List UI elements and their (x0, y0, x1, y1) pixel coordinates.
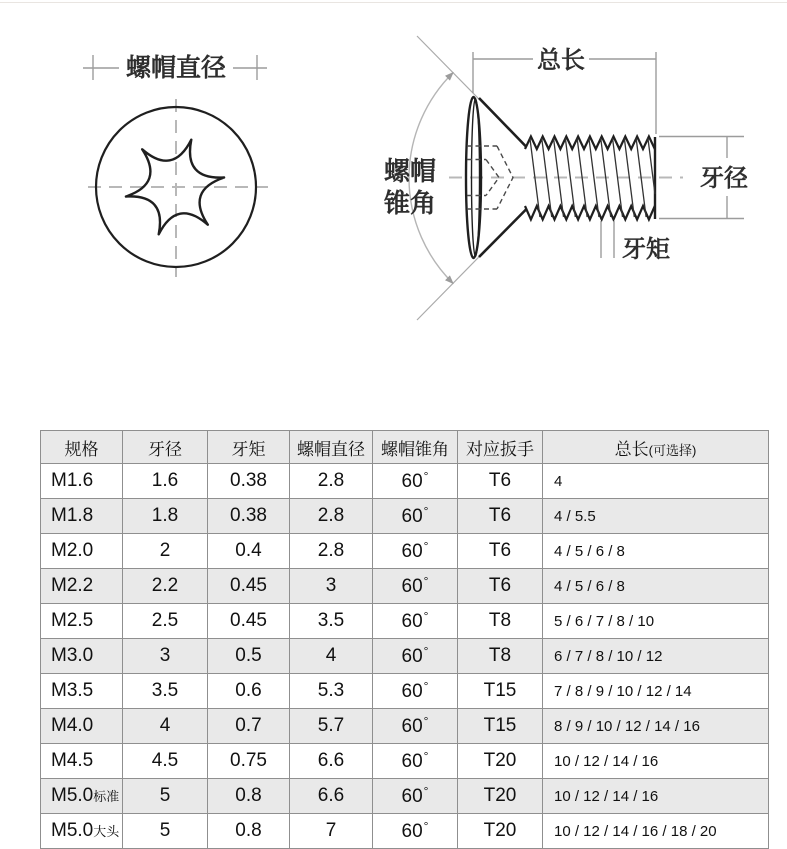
table-row (41, 499, 769, 534)
cone-angle-value: 60 (401, 506, 423, 527)
lengths-cell (543, 499, 769, 534)
cone-angle-cell (373, 534, 458, 569)
driver-value: T8 (488, 610, 512, 631)
cone-angle-cell (373, 814, 458, 849)
cone-angle-value: 60 (401, 646, 423, 667)
spec-cell (41, 604, 123, 639)
driver-cell (458, 709, 543, 744)
table-row (41, 779, 769, 814)
degree-symbol: ° (423, 784, 429, 798)
pitch-value: 0.8 (235, 820, 262, 841)
degree-symbol: ° (423, 609, 429, 623)
spec-value: M3.0 (51, 645, 94, 666)
spec-suffix: 标准 (93, 789, 120, 804)
cone-angle-value: 60 (401, 716, 423, 737)
driver-cell (458, 569, 543, 604)
table-row (41, 814, 769, 849)
lengths-cell (543, 779, 769, 814)
thread-diameter-label: 牙径 (700, 165, 748, 192)
header-cell: 规格 (41, 431, 123, 464)
cap-diameter-value: 5.3 (317, 680, 345, 701)
driver-value: T20 (483, 820, 517, 841)
technical-drawing (0, 0, 787, 345)
cap-diameter-value: 2.8 (317, 540, 345, 561)
lengths-header-title: 总长 (614, 439, 649, 459)
spec-value: M1.6 (51, 470, 94, 491)
cone-angle-label-line1: 螺帽 (383, 156, 437, 186)
spec-value: M4.0 (51, 715, 94, 736)
pitch-value: 0.6 (235, 680, 262, 701)
spec-cell (41, 744, 123, 779)
cone-angle-value: 60 (401, 821, 423, 842)
lengths-value: 5 / 6 / 7 / 8 / 10 (554, 612, 655, 630)
degree-symbol: ° (423, 819, 429, 833)
thread-diameter-cell (123, 569, 208, 604)
degree-symbol: ° (423, 679, 429, 693)
driver-value: T8 (488, 645, 512, 666)
driver-value: T6 (488, 505, 512, 526)
spec-value: M2.2 (51, 575, 94, 596)
spec-cell (41, 709, 123, 744)
screw-front-view (83, 53, 268, 277)
cap-diameter-cell (290, 499, 373, 534)
thread-diameter-cell (123, 814, 208, 849)
thread-diameter-cell (123, 464, 208, 499)
lengths-cell (543, 464, 769, 499)
spec-cell (41, 674, 123, 709)
degree-symbol: ° (423, 504, 429, 518)
pitch-value: 0.7 (235, 715, 262, 736)
driver-value: T15 (483, 680, 517, 701)
lengths-value: 10 / 12 / 14 / 16 / 18 / 20 (554, 822, 717, 840)
cap-diameter-value: 7 (325, 820, 337, 841)
header-row (41, 431, 769, 464)
lengths-value: 10 / 12 / 14 / 16 (554, 787, 659, 805)
spec-value: M2.0 (51, 540, 94, 561)
degree-symbol: ° (423, 644, 429, 658)
cone-angle-value: 60 (401, 751, 423, 772)
table-row (41, 744, 769, 779)
lengths-cell (543, 674, 769, 709)
lengths-cell (543, 569, 769, 604)
cone-angle-cell (373, 604, 458, 639)
pitch-value: 0.45 (230, 610, 267, 631)
table-row (41, 709, 769, 744)
spec-value: M5.0 (51, 820, 94, 841)
cone-angle-cell (373, 499, 458, 534)
spec-suffix: 大头 (93, 824, 120, 839)
cone-angle-value: 60 (401, 541, 423, 562)
pitch-cell (208, 569, 290, 604)
pitch-value: 0.8 (235, 785, 262, 806)
pitch-cell (208, 814, 290, 849)
thread-diameter-cell (123, 639, 208, 674)
cone-angle-value: 60 (401, 471, 423, 492)
spec-value: M3.5 (51, 680, 94, 701)
spec-value: M2.5 (51, 610, 94, 631)
cap-diameter-cell (290, 534, 373, 569)
header-cell: 牙径 (123, 431, 208, 464)
lengths-cell (543, 534, 769, 569)
driver-cell (458, 814, 543, 849)
driver-value: T6 (488, 575, 512, 596)
cap-diameter-label: 螺帽直径 (125, 54, 227, 82)
pitch-value: 0.75 (230, 750, 267, 771)
table-row (41, 464, 769, 499)
spec-cell (41, 534, 123, 569)
spec-value: M5.0 (51, 785, 94, 806)
degree-symbol: ° (423, 469, 429, 483)
pitch-value: 0.45 (230, 575, 267, 596)
thread-diameter-value: 2.2 (151, 575, 179, 596)
lengths-cell (543, 744, 769, 779)
pitch-value: 0.5 (235, 645, 262, 666)
driver-value: T20 (483, 785, 517, 806)
pitch-cell (208, 464, 290, 499)
thread-diameter-value: 4.5 (151, 750, 179, 771)
cone-angle-cell (373, 674, 458, 709)
lengths-value: 4 / 5.5 (554, 507, 596, 525)
pitch-cell (208, 639, 290, 674)
driver-cell (458, 639, 543, 674)
spec-cell (41, 639, 123, 674)
thread-diameter-value: 2 (159, 540, 171, 561)
thread-pitch-label: 牙矩 (622, 236, 670, 263)
spec-cell (41, 569, 123, 604)
thread-diameter-value: 1.8 (151, 505, 179, 526)
pitch-value: 0.38 (230, 505, 267, 526)
driver-cell (458, 499, 543, 534)
spec-value: M1.8 (51, 505, 94, 526)
cone-angle-cell (373, 779, 458, 814)
driver-cell (458, 604, 543, 639)
thread-diameter-cell (123, 744, 208, 779)
driver-value: T15 (483, 715, 517, 736)
cone-angle-cell (373, 744, 458, 779)
lengths-value: 4 / 5 / 6 / 8 (554, 577, 625, 595)
screw-side-view (383, 36, 748, 320)
degree-symbol: ° (423, 574, 429, 588)
lengths-cell (543, 814, 769, 849)
lengths-value: 10 / 12 / 14 / 16 (554, 752, 659, 770)
thread-diameter-cell (123, 674, 208, 709)
driver-cell (458, 674, 543, 709)
pitch-cell (208, 709, 290, 744)
cone-angle-value: 60 (401, 681, 423, 702)
lengths-cell (543, 604, 769, 639)
thread-diameter-value: 3.5 (151, 680, 179, 701)
cap-diameter-cell (290, 639, 373, 674)
header-cell-lengths (543, 431, 769, 464)
pitch-cell (208, 604, 290, 639)
degree-symbol: ° (423, 539, 429, 553)
thread-diameter-value: 2.5 (151, 610, 179, 631)
spec-cell (41, 814, 123, 849)
table-row (41, 534, 769, 569)
cap-diameter-cell (290, 674, 373, 709)
pitch-cell (208, 534, 290, 569)
thread-diameter-cell (123, 604, 208, 639)
table-row (41, 569, 769, 604)
lengths-value: 7 / 8 / 9 / 10 / 12 / 14 (554, 682, 692, 700)
driver-cell (458, 464, 543, 499)
cap-diameter-value: 3.5 (317, 610, 345, 631)
thread-diameter-cell (123, 779, 208, 814)
cap-diameter-cell (290, 779, 373, 814)
degree-symbol: ° (423, 749, 429, 763)
thread-diameter-cell (123, 534, 208, 569)
cone-angle-cell (373, 569, 458, 604)
cap-diameter-value: 6.6 (317, 750, 345, 771)
table-row (41, 604, 769, 639)
cap-diameter-cell (290, 744, 373, 779)
spec-cell (41, 779, 123, 814)
spec-cell (41, 464, 123, 499)
cap-diameter-value: 2.8 (317, 470, 345, 491)
header-cell: 螺帽直径 (290, 431, 373, 464)
cone-angle-value: 60 (401, 576, 423, 597)
pitch-cell (208, 779, 290, 814)
header-cell: 对应扳手 (458, 431, 543, 464)
cap-diameter-value: 4 (325, 645, 337, 666)
degree-symbol: ° (423, 714, 429, 728)
pitch-cell (208, 499, 290, 534)
lengths-value: 8 / 9 / 10 / 12 / 14 / 16 (554, 717, 700, 735)
cone-angle-value: 60 (401, 611, 423, 632)
cap-diameter-cell (290, 814, 373, 849)
spec-table (40, 430, 769, 849)
thread-diameter-value: 5 (159, 785, 171, 806)
driver-cell (458, 534, 543, 569)
spec-table-body (41, 464, 769, 849)
driver-value: T6 (488, 540, 512, 561)
pitch-value: 0.38 (230, 470, 267, 491)
lengths-value: 4 / 5 / 6 / 8 (554, 542, 625, 560)
table-row (41, 674, 769, 709)
thread-diameter-value: 1.6 (151, 470, 179, 491)
header-cell: 牙矩 (208, 431, 290, 464)
lengths-cell (543, 639, 769, 674)
cone-angle-cell (373, 709, 458, 744)
lengths-header-note: (可选择) (648, 442, 697, 458)
cap-diameter-value: 3 (325, 575, 337, 596)
thread-pitch-dimension (601, 221, 614, 258)
thread-diameter-cell (123, 499, 208, 534)
pitch-cell (208, 744, 290, 779)
cone-angle-label-line2: 锥角 (383, 188, 437, 218)
thread-diameter-value: 3 (159, 645, 171, 666)
cap-diameter-cell (290, 709, 373, 744)
thread-diameter-value: 5 (159, 820, 171, 841)
lengths-value: 6 / 7 / 8 / 10 / 12 (554, 647, 663, 665)
driver-value: T6 (488, 470, 512, 491)
spec-cell (41, 499, 123, 534)
cap-diameter-value: 2.8 (317, 505, 345, 526)
cone-angle-cell (373, 464, 458, 499)
cone-angle-value: 60 (401, 786, 423, 807)
cap-diameter-value: 6.6 (317, 785, 345, 806)
cap-diameter-cell (290, 464, 373, 499)
lengths-cell (543, 709, 769, 744)
lengths-value: 4 (554, 472, 563, 490)
total-length-label: 总长 (537, 47, 585, 74)
spec-table-header (41, 431, 769, 464)
cap-diameter-cell (290, 569, 373, 604)
thread-diameter-cell (123, 709, 208, 744)
cap-diameter-cell (290, 604, 373, 639)
pitch-cell (208, 674, 290, 709)
header-cell: 螺帽锥角 (373, 431, 458, 464)
driver-cell (458, 744, 543, 779)
pitch-value: 0.4 (235, 540, 262, 561)
thread-diameter-value: 4 (159, 715, 171, 736)
driver-cell (458, 779, 543, 814)
spec-value: M4.5 (51, 750, 94, 771)
driver-value: T20 (483, 750, 517, 771)
cone-angle-cell (373, 639, 458, 674)
table-row (41, 639, 769, 674)
cap-diameter-value: 5.7 (317, 715, 345, 736)
